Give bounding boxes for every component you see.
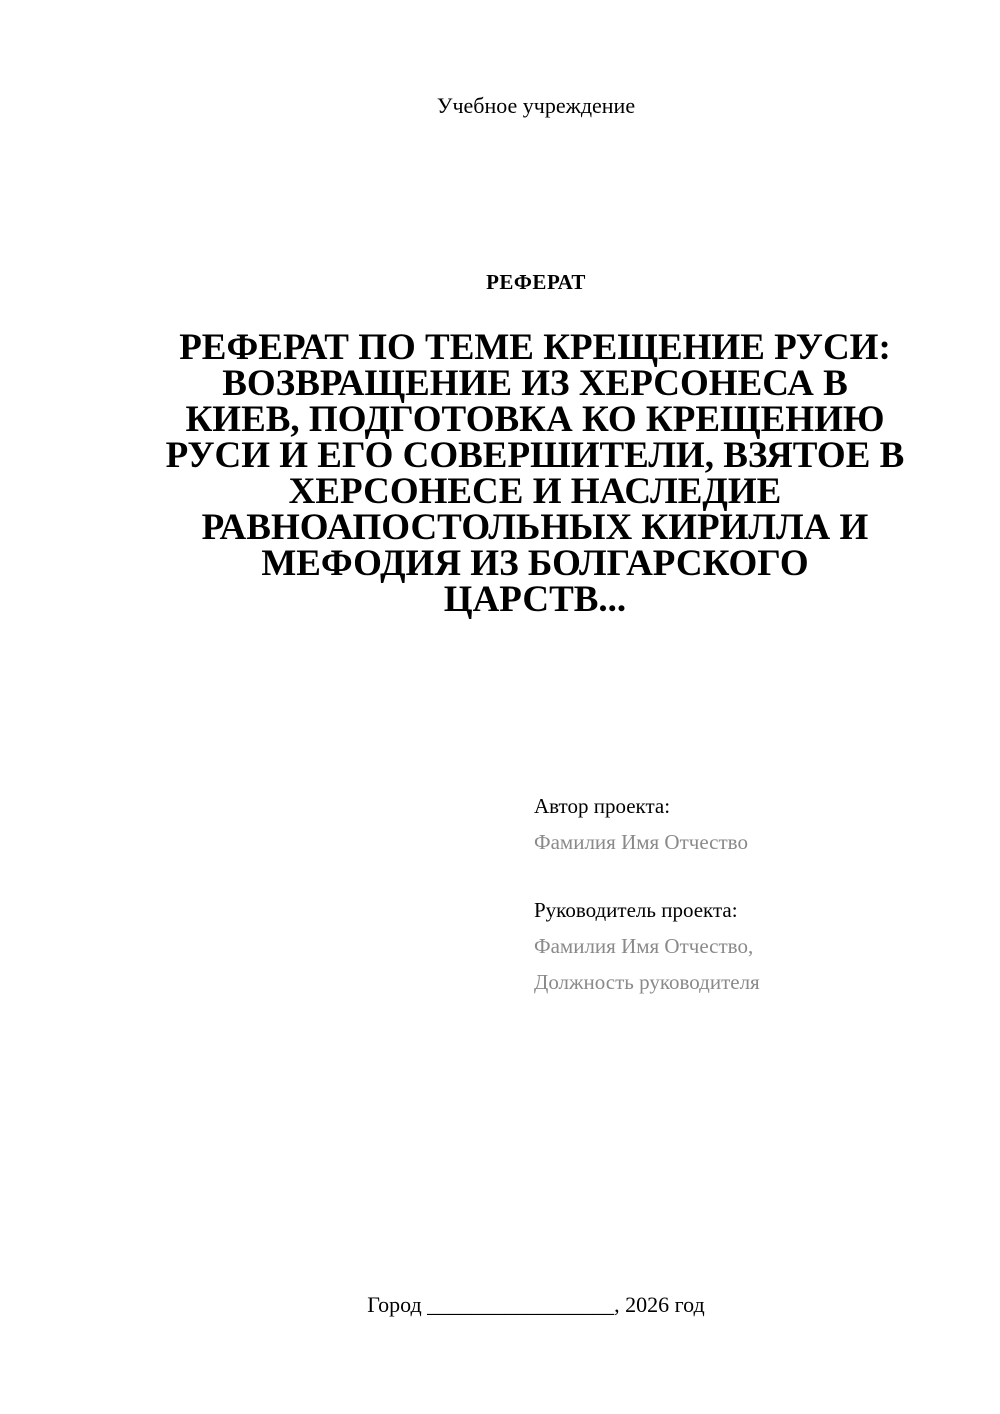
topic-line: ЦАРСТВ... [443, 579, 627, 620]
supervisor-position: Должность руководителя [534, 970, 760, 994]
topic-line: ХЕРСОНЕСЕ И НАСЛЕДИЕ [288, 471, 782, 512]
topic-line: МЕФОДИЯ ИЗ БОЛГАРСКОГО [261, 543, 809, 584]
city-year-line: Город _________________, 2026 год [367, 1292, 705, 1317]
document-type-label: РЕФЕРАТ [486, 270, 586, 294]
supervisor-name: Фамилия Имя Отчество, [534, 934, 754, 958]
author-label: Автор проекта: [534, 794, 671, 818]
topic-line: РАВНОАПОСТОЛЬНЫХ КИРИЛЛА И [201, 507, 869, 548]
topic-line: ВОЗВРАЩЕНИЕ ИЗ ХЕРСОНЕСА В [222, 363, 848, 404]
institution-name: Учебное учреждение [436, 93, 636, 118]
document-topic [140, 327, 930, 620]
author-name: Фамилия Имя Отчество [534, 830, 748, 854]
topic-line: РУСИ И ЕГО СОВЕРШИТЕЛИ, ВЗЯТОЕ В [165, 435, 905, 476]
topic-line: РЕФЕРАТ ПО ТЕМЕ КРЕЩЕНИЕ РУСИ: [179, 327, 891, 368]
supervisor-label: Руководитель проекта: [534, 898, 738, 922]
credits-block [534, 788, 974, 1000]
credits-spacer [534, 860, 974, 892]
topic-line: КИЕВ, ПОДГОТОВКА КО КРЕЩЕНИЮ [185, 399, 885, 440]
